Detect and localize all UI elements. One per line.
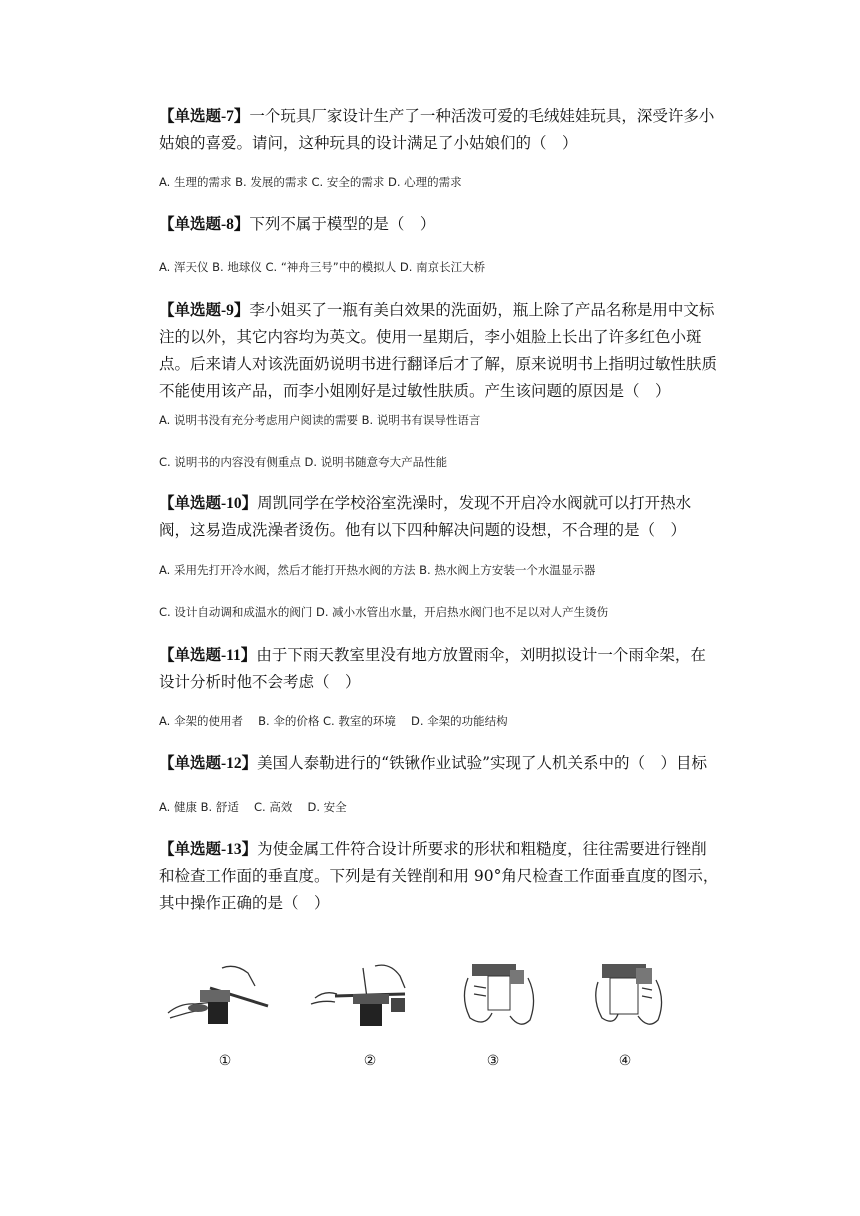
question-tag: 【单选题-13】	[159, 841, 258, 858]
question-tag: 【单选题-7】	[159, 108, 250, 125]
figure-2-filing-image	[305, 958, 425, 1038]
question-text: 一个玩具厂家设计生产了一种活泼可爱的毛绒娃娃玩具，深受许多小姑娘的喜爱。请问，这种玩具的设计满足了小姑娘们的（ ）	[159, 107, 715, 152]
question-8-options: A. 浑天仪 B. 地球仪 C. “神舟三号”中的模拟人 D. 南京长江大桥	[159, 260, 486, 274]
question-10-option-line-1: A. 采用先打开冷水阀，然后才能打开热水阀的方法 B. 热水阀上方安装一个水温显示器	[159, 563, 596, 577]
question-tag: 【单选题-9】	[159, 302, 250, 319]
question-10-option-line-2: C. 设计自动调和成温水的阀门 D. 减小水管出水量，开启热水阀门也不足以对人产生烫伤	[159, 605, 609, 619]
figure-label-4: ④	[618, 1053, 632, 1069]
figure-label-2: ②	[363, 1053, 377, 1069]
filing-vise-illustration	[160, 958, 280, 1038]
question-tag: 【单选题-10】	[159, 495, 258, 512]
filing-figures	[160, 958, 700, 1073]
square-check-illustration	[590, 958, 710, 1038]
question-10	[159, 490, 719, 544]
question-tag: 【单选题-11】	[159, 647, 257, 664]
square-check-illustration	[450, 958, 570, 1038]
question-7	[159, 103, 719, 157]
question-text: 下列不属于模型的是（ ）	[249, 215, 436, 233]
question-12	[159, 750, 719, 777]
filing-vise-illustration	[305, 958, 425, 1038]
question-text: 周凯同学在学校浴室洗澡时，发现不开启冷水阀就可以打开热水阀，这易造成洗澡者烫伤。他有以下四种解决问题的设想，不合理的是（ ）	[159, 494, 692, 539]
question-tag: 【单选题-12】	[159, 755, 258, 772]
figure-3-square-check-image	[450, 958, 570, 1038]
question-11-options: A. 伞架的使用者 B. 伞的价格 C. 教室的环境 D. 伞架的功能结构	[159, 714, 508, 728]
figure-label-1: ①	[218, 1053, 232, 1069]
question-text: 李小姐买了一瓶有美白效果的洗面奶，瓶上除了产品名称是用中文标注的以外，其它内容均为英文。使用一星期后，李小姐脸上长出了许多红色小斑点。后来请人对该洗面奶说明书进行翻译后才了解，原来说明书上指明过敏性肤质不能使用该产品，而李小姐刚好是过敏性肤质。产生该问题的原因是（ ）	[159, 301, 718, 400]
question-9	[159, 297, 719, 405]
figure-label-3: ③	[486, 1053, 500, 1069]
question-text: 为使金属工件符合设计所要求的形状和粗糙度，往往需要进行锉削和检查工作面的垂直度。下列是有关锉削和用 90°角尺检查工作面垂直度的图示，其中操作正确的是（ ）	[159, 840, 719, 912]
question-9-option-line-1: A. 说明书没有充分考虑用户阅读的需要 B. 说明书有误导性语言	[159, 413, 481, 427]
question-11	[159, 642, 719, 696]
question-text: 由于下雨天教室里没有地方放置雨伞，刘明拟设计一个雨伞架，在设计分析时他不会考虑（ ）	[159, 646, 706, 691]
figure-1-filing-image	[160, 958, 280, 1038]
question-tag: 【单选题-8】	[159, 216, 250, 233]
question-text: 美国人泰勒进行的“铁锹作业试验”实现了人机关系中的（ ）目标	[257, 754, 708, 772]
question-12-options: A. 健康 B. 舒适 C. 高效 D. 安全	[159, 800, 347, 814]
question-9-option-line-2: C. 说明书的内容没有侧重点 D. 说明书随意夸大产品性能	[159, 455, 448, 469]
question-13	[159, 836, 719, 917]
question-7-options: A. 生理的需求 B. 发展的需求 C. 安全的需求 D. 心理的需求	[159, 175, 462, 189]
figure-4-square-check-image	[590, 958, 710, 1038]
question-8	[159, 211, 719, 238]
